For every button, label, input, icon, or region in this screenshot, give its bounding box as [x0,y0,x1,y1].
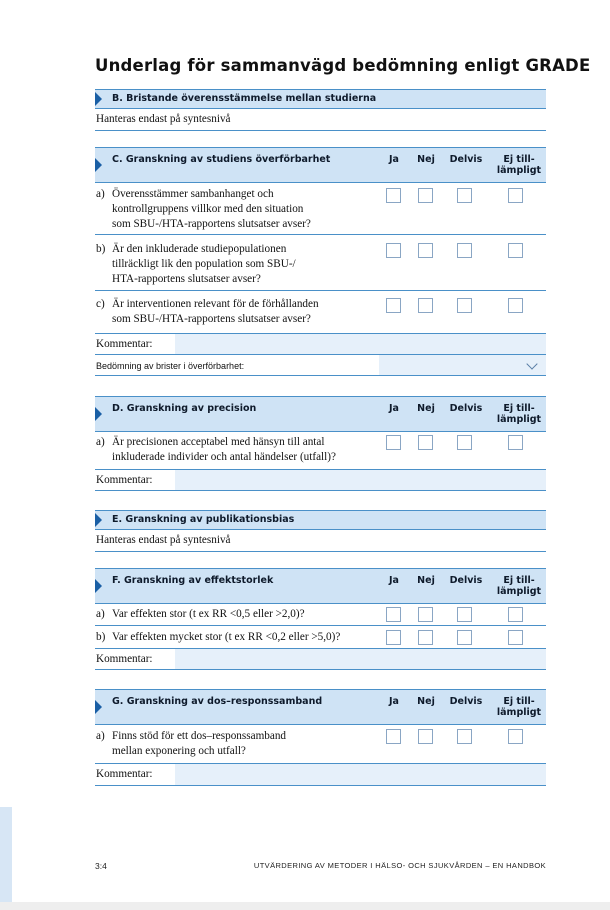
section-arrow-icon [95,407,102,421]
col-ej-line1: Ej till- [503,575,535,586]
col-ej-tillampligt [493,403,545,425]
section-g-title: G. Granskning av dos–responssamband [112,696,323,707]
section-g-header [95,689,546,725]
question-line: Finns stöd för ett dos–responssamband [112,730,287,742]
checkbox-ja[interactable] [386,630,401,645]
checkbox-ja[interactable] [386,298,401,313]
question-line: Är interventionen relevant för de förhållanden [112,298,319,310]
col-nej: Nej [417,154,435,165]
col-ej-line2: lämpligt [496,707,542,718]
col-delvis: Delvis [449,696,483,707]
page-title: Underlag för sammanvägd bedömning enligt GRADE [95,56,591,75]
section-c-title: C. Granskning av studiens överförbarhet [112,154,331,165]
section-e-note: Hanteras endast på syntesnivå [96,534,231,546]
checkbox-nej[interactable] [418,630,433,645]
question-label: a) [96,436,105,448]
col-ja: Ja [389,403,399,414]
checkbox-nej[interactable] [418,435,433,450]
question-text [112,242,382,287]
section-b-note-row [95,108,546,131]
assessment-select[interactable] [379,355,546,375]
checkbox-delvis[interactable] [457,298,472,313]
question-line: mellan exponering och utfall? [112,745,246,757]
assessment-label: Bedömning av brister i överförbarhet: [96,361,245,371]
side-tab [0,807,12,902]
checkbox-ej-tillampligt[interactable] [508,435,523,450]
question-label: b) [96,631,106,643]
checkbox-nej[interactable] [418,729,433,744]
question-text [112,435,387,465]
section-c-header [95,147,546,183]
col-nej: Nej [417,403,435,414]
section-b-title: B. Bristande överensstämmelse mellan studierna [112,93,377,104]
question-row [95,431,546,470]
comment-row [95,334,546,355]
section-f-header [95,568,546,604]
question-row [95,724,546,764]
question-row [95,235,546,291]
section-e-title: E. Granskning av publikationsbias [112,514,295,525]
checkbox-delvis[interactable] [457,435,472,450]
checkbox-ja[interactable] [386,729,401,744]
col-ej-tillampligt [493,696,545,718]
section-b-note: Hanteras endast på syntesnivå [96,113,231,125]
checkbox-delvis[interactable] [457,630,472,645]
checkbox-nej[interactable] [418,243,433,258]
col-delvis: Delvis [449,154,483,165]
col-ej-line2: lämpligt [496,165,542,176]
checkbox-ej-tillampligt[interactable] [508,243,523,258]
comment-label: Kommentar: [96,768,153,780]
question-text [112,607,387,622]
question-line: som SBU-/HTA-rapportens slutsatser avser? [112,313,311,325]
comment-input[interactable] [175,470,546,490]
question-text [112,729,382,759]
question-text [112,630,387,645]
checkbox-ja[interactable] [386,607,401,622]
section-e-note-row [95,529,546,552]
section-arrow-icon [95,513,102,527]
col-ej-line2: lämpligt [496,414,542,425]
chevron-down-icon [526,358,537,369]
assessment-row [95,355,546,376]
question-line: Överensstämmer sambanhanget och [112,188,274,200]
checkbox-delvis[interactable] [457,729,472,744]
question-label: a) [96,608,105,620]
col-ej-line1: Ej till- [503,696,535,707]
question-label: a) [96,730,105,742]
comment-label: Kommentar: [96,653,153,665]
checkbox-ej-tillampligt[interactable] [508,729,523,744]
question-row [95,603,546,626]
col-ej-line2: lämpligt [496,586,542,597]
section-d-title: D. Granskning av precision [112,403,257,414]
question-label: b) [96,243,106,255]
col-nej: Nej [417,575,435,586]
col-delvis: Delvis [449,403,483,414]
question-line: tillräckligt lik den population som SBU-/ [112,258,296,270]
question-row [95,291,546,334]
comment-input[interactable] [175,764,546,785]
checkbox-ej-tillampligt[interactable] [508,188,523,203]
col-ej-line1: Ej till- [503,154,535,165]
section-arrow-icon [95,579,102,593]
checkbox-delvis[interactable] [457,243,472,258]
page-number: 3:4 [95,861,107,871]
col-ja: Ja [389,575,399,586]
checkbox-ej-tillampligt[interactable] [508,298,523,313]
question-row [95,626,546,649]
question-row [95,182,546,235]
comment-label: Kommentar: [96,474,153,486]
col-delvis: Delvis [449,575,483,586]
col-ej-line1: Ej till- [503,403,535,414]
question-line: kontrollgruppens villkor med den situation [112,203,304,215]
checkbox-ej-tillampligt[interactable] [508,630,523,645]
section-arrow-icon [95,92,102,106]
question-line: Var effekten stor (t ex RR <0,5 eller >2,0)? [112,608,305,620]
checkbox-ja[interactable] [386,243,401,258]
question-line: som SBU-/HTA-rapportens slutsatser avser? [112,218,311,230]
checkbox-ja[interactable] [386,188,401,203]
section-e-header [95,510,546,530]
comment-row [95,649,546,670]
checkbox-ej-tillampligt[interactable] [508,607,523,622]
col-ja: Ja [389,154,399,165]
bottom-bar [0,902,610,910]
running-title: UTVÄRDERING AV METODER I HÄLSO- OCH SJUKVÅRDEN – EN HANDBOK [253,861,546,870]
comment-row [95,470,546,491]
question-label: c) [96,298,105,310]
comment-row [95,764,546,786]
question-text [112,187,382,232]
section-f-title: F. Granskning av effektstorlek [112,575,274,586]
checkbox-nej[interactable] [418,188,433,203]
question-label: a) [96,188,105,200]
col-nej: Nej [417,696,435,707]
checkbox-delvis[interactable] [457,607,472,622]
section-b-header [95,89,546,109]
section-arrow-icon [95,158,102,172]
question-line: HTA-rapportens slutsatser avser? [112,273,261,285]
col-ej-tillampligt [493,154,545,176]
col-ja: Ja [389,696,399,707]
question-text [112,297,382,327]
checkbox-ja[interactable] [386,435,401,450]
question-line: Var effekten mycket stor (t ex RR <0,2 eller >5,0)? [112,631,341,643]
question-line: Är precisionen acceptabel med hänsyn till antal [112,436,325,448]
comment-label: Kommentar: [96,338,153,350]
section-arrow-icon [95,700,102,714]
section-d-header [95,396,546,432]
col-ej-tillampligt [493,575,545,597]
checkbox-nej[interactable] [418,298,433,313]
checkbox-nej[interactable] [418,607,433,622]
checkbox-delvis[interactable] [457,188,472,203]
comment-input[interactable] [175,334,546,354]
question-line: Är den inkluderade studiepopulationen [112,243,287,255]
comment-input[interactable] [175,649,546,669]
question-line: inkluderade individer och antal händelser (utfall)? [112,451,336,463]
